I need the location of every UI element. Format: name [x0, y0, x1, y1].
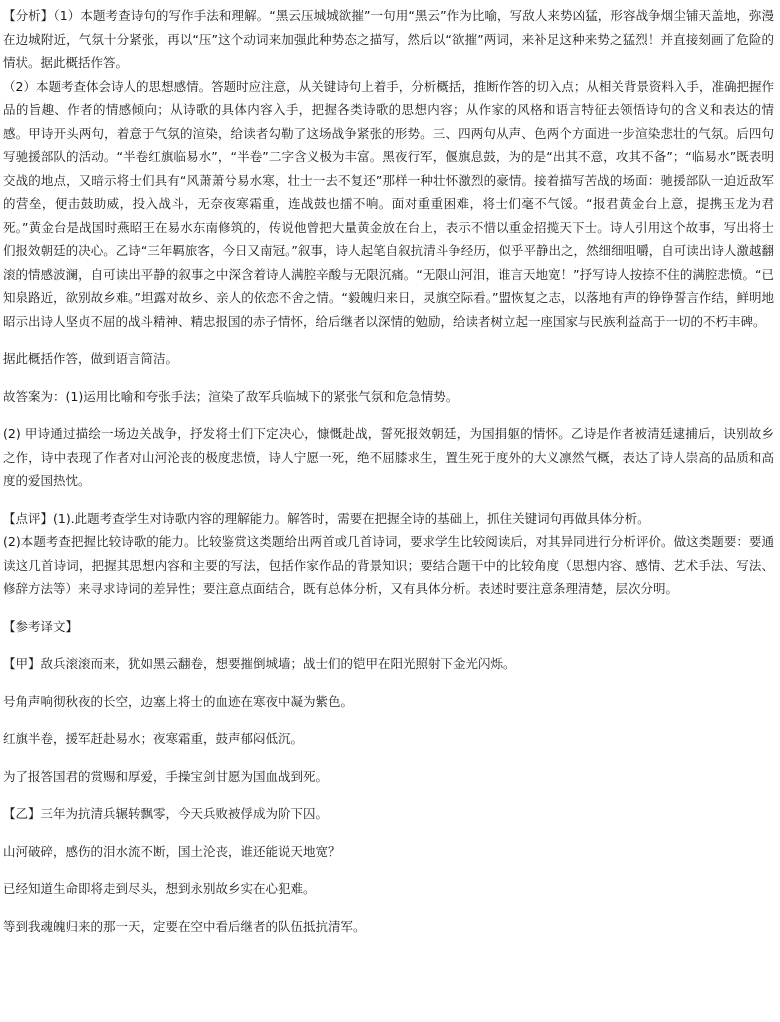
analysis-part-2: （2）本题考查体会诗人的思想感情。答题时应注意，从关键诗句上着手，分析概括，推断作答的切入点；从相关背景资料入手，准确把握作品的旨趣、作者的情感倾向；从诗歌的具体内容入手，把握各类诗歌的思想内容；从作家的风格和语言特征去领悟诗句的含义和表达的情感。甲诗开头两句，着意于气氛的渲染，给读者勾勒了这场战争紧张的形势。三、四两句从声、色两个方面进一步渲染悲壮的气氛。后四句写驰援部队的活动。“半卷红旗临易水”，“半卷”二字含义极为丰富。黑夜行军，偃旗息鼓，为的是“出其不意，攻其不备”；“临易水”既表明交战的地点，又暗示将士们具有“风萧萧兮易水寒，壮士一去不复还”那样一种壮怀激烈的豪情。接着描写苦战的场面：驰援部队一迫近敌军的营垒，便击鼓助威，投入战斗，无奈夜寒霜重，连战鼓也擂不响。面对重重困难，将士们毫不气馁。“报君黄金台上意，提携玉龙为君死。”黄金台是战国时燕昭王在易水东南修筑的，传说他曾把大量黄金放在台上，表示不惜以重金招揽天下士。诗人引用这个故事，写出将士们报效朝廷的决心。乙诗“三年羁旅客，今日又南冠。”叙事，诗人起笔自叙抗清斗争经历，似乎平静出之，然细细咀嚼，自可读出诗人激越翻滚的情感波澜，自可读出平静的叙事之中深含着诗人满腔辛酸与无限沉痛。“无限山河泪，谁言天地宽！”抒写诗人按捺不住的满腔悲愤。“已知泉路近，欲别故乡难。”坦露对故乡、亲人的依恋不舍之情。“毅魄归来日，灵旗空际看。”盟恢复之志，以落地有声的铮铮誓言作结，鲜明地昭示出诗人坚贞不屈的战斗精神、精忠报国的赤子情怀，给后继者以深情的勉励，给读者树立起一座国家与民族利益高于一切的不朽丰碑。	[3, 78, 774, 329]
translation-jia-line-2: 号角声响彻秋夜的长空，边塞上将士的血迹在寒夜中凝为紫色。	[3, 693, 354, 709]
analysis-part-1: 【分析】（1）本题考查诗句的写作手法和理解。“黑云压城城欲摧”一句用“黑云”作为比喻，写敌人来势凶猛，形容战争烟尘铺天盖地，弥漫在边城附近，气氛十分紧张，再以“压”这个动词来加强此种势态之描写，然后以“欲摧”两词，来补足这种来势之猛烈！并直接刻画了危险的情状。据此概括作答。	[3, 8, 774, 70]
answer-part-2: (2) 甲诗通过描绘一场边关战争，抒发将士们下定决心，慷慨赴战，誓死报效朝廷，为国捐躯的情怀。乙诗是作者被清廷逮捕后，诀别故乡之作，诗中表现了作者对山河沦丧的极度悲愤，诗人宁愿一死，绝不屈膝求生，置生死于度外的大义凛然气概，表达了诗人崇高的品质和高度的爱国热忱。	[3, 426, 774, 488]
translation-jia-line-1: 【甲】敌兵滚滚而来，犹如黑云翻卷，想要摧倒城墙；战士们的铠甲在阳光照射下金光闪烁。	[3, 656, 516, 671]
translation-yi-line-2: 山河破碎，感伤的泪水流不断，国土沦丧，谁还能说天地宽？	[3, 843, 341, 859]
comment-part-1: 【点评】(1).此题考查学生对诗歌内容的理解能力。解答时，需要在把握全诗的基础上，抓住关键词句再做具体分析。	[3, 510, 650, 526]
translation-jia-line-4: 为了报答国君的赏赐和厚爱，手操宝剑甘愿为国血战到死。	[3, 768, 329, 784]
answer-part-1: 故答案为：(1)运用比喻和夸张手法；渲染了敌军兵临城下的紧张气氛和危急情势。	[3, 388, 459, 404]
analysis-summary-note: 据此概括作答，做到语言简洁。	[3, 351, 179, 366]
translation-jia-line-3: 红旗半卷，援军赶赴易水；夜寒霜重，鼓声郁闷低沉。	[3, 731, 304, 746]
translation-yi-line-4: 等到我魂魄归来的那一天，定要在空中看后继者的队伍抵抗清军。	[3, 918, 366, 934]
translation-heading: 【参考译文】	[3, 618, 79, 634]
translation-yi-line-3: 已经知道生命即将走到尽头，想到永别故乡实在心犯难。	[3, 881, 316, 896]
translation-yi-line-1: 【乙】三年为抗清兵辗转飘零，今天兵败被俘成为阶下囚。	[3, 806, 329, 821]
comment-part-2: (2)本题考查把握比较诗歌的能力。比较鉴赏这类题给出两首或几首诗词，要求学生比较阅读后，对其异同进行分析评价。做这类题要：要通读这几首诗词，把握其思想内容和主要的写法，包括作家作品的背景知识；要结合题干中的比较角度（思想内容、感情、艺术手法、写法、修辞方法等）来寻求诗词的差异性；要注意点面结合，既有总体分析，又有具体分析。表述时要注意条理清楚，层次分明。	[3, 534, 774, 596]
